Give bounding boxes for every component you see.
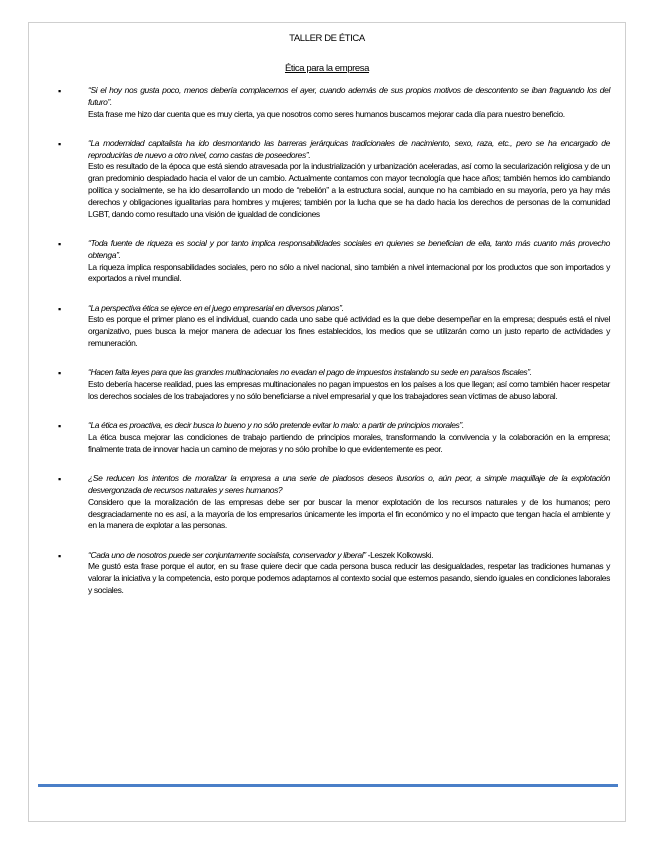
quote-text: “La ética es proactiva, es decir busca lo bueno y no sólo pretende evitar lo malo: a partir de principios morales”. [88,420,464,431]
bullet-icon: ▪ [58,138,62,149]
bullet-icon: ▪ [58,550,62,561]
bullet-icon: ▪ [58,421,62,432]
commentary-text: La ética busca mejorar las condiciones de trabajo partiendo de principios morales, transformando la convivencia y la colaboración en la empresa; finalmente trata de innovar hacia un camino de mejoras y no sólo prohíbe lo que evidentemente es peor. [88,432,610,454]
quote-text [88,550,610,562]
list-item [58,420,610,455]
commentary-text: Esta frase me hizo dar cuenta que es muy cierta, ya que nosotros como seres humanos buscamos mejorar cada día para nuestro beneficio. [88,108,565,119]
bullet-icon: ▪ [58,303,62,314]
quote-words: “Cada uno de nosotros puede ser conjuntamente socialista, conservador y liberal” [88,549,366,560]
commentary-text: La riqueza implica responsabilidades sociales, pero no sólo a nivel nacional, sino también a nivel internacional por los productos que son importados y exportados a nivel mundial. [88,261,610,284]
bullet-icon: ▪ [58,86,62,96]
bullet-icon: ▪ [58,474,62,485]
document-page [28,22,626,822]
commentary-text: Considero que la moralización de las empresas debe ser por buscar la menor explotación de los recursos naturales y de los humanos; pero desgraciadamente no es así, a la mayoría de los empresarios únicamente les importa el fin económico y no el impacto que tengan hacía el ambiente y en la manera de explotar a las personas. [88,496,610,531]
quote-author: -Leszek Kolkowski. [365,549,434,560]
footer-rule [38,784,618,787]
list-item [58,302,610,350]
quote-list [58,85,610,614]
quote-text: “Toda fuente de riqueza es social y por tanto implica responsabilidades sociales en quienes se benefician de ella, tanto más cuanto más provecho obtenga”. [88,237,610,260]
document-title: TALLER DE ÉTICA [289,33,365,44]
bullet-icon: ▪ [58,368,62,379]
commentary-text: Esto debería hacerse realidad, pues las empresas multinacionales no pagan impuestos en los países a los que llegan; así como también hacer respetar los derechos sociales de los trabajadores y no sólo beneficiarse a nivel empresarial y que los trabajadores sean víctimas de abuso laboral. [88,379,610,401]
quote-text: “La perspectiva ética se ejerce en el juego empresarial en diversos planos”. [88,302,344,313]
quote-text: “La modernidad capitalista ha ido desmontando las barreras jerárquicas tradicionales de nacimiento, sexo, raza, etc., pero se ha encargado de reproducirlas de nuevo a otro nivel, como castas de poseedores”. [88,137,610,160]
list-item [58,137,610,221]
document-subtitle: Ética para la empresa [284,63,369,74]
list-item [58,549,610,597]
commentary-text: Esto es porque el primer plano es el individual, cuando cada uno sabe qué actividad es la que debe desempeñar en la empresa; después está el nivel organizativo, pues busca la mejor manera de adecuar los fines establecidos, los medios que se utilizarán como un justo reparto de actividades y remuneración. [88,314,610,349]
list-item [58,85,610,120]
list-item [58,237,610,285]
list-item [58,367,610,402]
quote-text: “Hacen falta leyes para que las grandes multinacionales no evadan el pago de impuestos instalando su sede en paraísos fiscales”. [88,367,532,378]
list-item [58,473,610,532]
commentary-text: Me gustó esta frase porque el autor, en su frase quiere decir que cada persona busca reducir las desigualdades, respetar las tradiciones humanas y valorar la iniciativa y la competencia, esto porque podemos adaptarnos al contexto social que estemos pasando, siendo iguales en condiciones laborales y sociales. [88,561,610,595]
quote-text: “Si el hoy nos gusta poco, menos debería complacernos el ayer, cuando además de sus propios motivos de descontento se iban fraguando los del futuro”. [88,85,610,107]
bullet-icon: ▪ [58,238,62,249]
quote-text: ¿Se reducen los intentos de moralizar la empresa a una serie de piadosos deseos ilusorios o, aún peor, a simple maquillaje de la explotación desvergonzada de recursos naturales y seres humanos? [88,473,610,495]
commentary-text: Esto es resultado de la época que está siendo atravesada por la industrialización y urbanización aceleradas, así como la secularización religiosa y de un gran predominio despiadado hacia el valor de un cambio. Actualmente contamos con mayor tecnología que hace años; también hemos ido cambiando política y socialmente, se ha ido desarrollando un modo de “rebelión” a la estructura social, aunque no ha cambiado en su mayoría, pero ya hay más derechos y obligaciones igualitarias para hombres y mujeres; también por la lucha que se ha dado hacia los derechos de personas de la comunidad LGBT, dando como resultado una visión de igualdad de condiciones [88,161,610,219]
